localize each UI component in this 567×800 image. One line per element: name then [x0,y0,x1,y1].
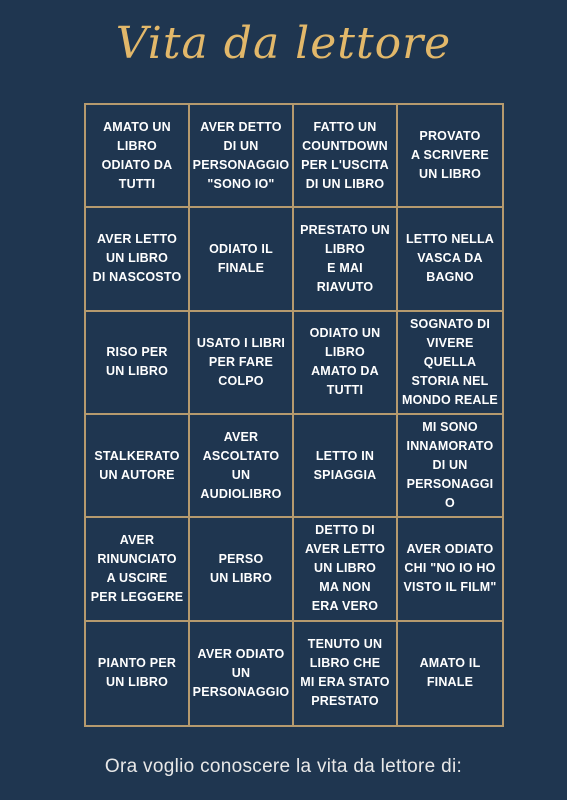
bingo-cell[interactable]: AMATO UN LIBRO ODIATO DA TUTTI [86,105,190,208]
bingo-cell[interactable]: ODIATO UN LIBRO AMATO DA TUTTI [294,312,398,415]
bingo-cell[interactable]: PROVATO A SCRIVERE UN LIBRO [398,105,502,208]
bingo-cell[interactable]: RISO PER UN LIBRO [86,312,190,415]
bingo-cell[interactable]: AVER ODIATO UN PERSONAGGIO [190,622,294,725]
page-title: Vita da lettore [115,18,452,69]
bingo-cell[interactable]: MI SONO INNAMORATO DI UN PERSONAGGI O [398,415,502,518]
bingo-cell[interactable]: AVER ODIATO CHI "NO IO HO VISTO IL FILM" [398,518,502,621]
bingo-cell[interactable]: FATTO UN COUNTDOWN PER L'USCITA DI UN LIBRO [294,105,398,208]
bingo-cell[interactable]: AVER LETTO UN LIBRO DI NASCOSTO [86,208,190,311]
bingo-cell[interactable]: AMATO IL FINALE [419,656,481,690]
bingo-cell[interactable]: STALKERATO UN AUTORE [86,415,190,518]
footer-text: Ora voglio conoscere la vita da lettore di: [104,756,463,777]
bingo-cell[interactable]: DETTO DI AVER LETTO UN LIBRO MA NON ERA VERO [294,518,398,621]
bingo-cell[interactable]: PERSO UN LIBRO [190,518,294,621]
bingo-grid [84,103,504,727]
bingo-cell[interactable]: PRESTATO UN LIBRO E MAI RIAVUTO [294,208,398,311]
bingo-cell[interactable]: ODIATO IL FINALE [190,208,294,311]
bingo-cell[interactable]: AVER ASCOLTATO UN AUDIOLIBRO [190,415,294,518]
bingo-cell[interactable]: USATO I LIBRI PER FARE COLPO [190,312,294,415]
bingo-cell[interactable]: PIANTO PER UN LIBRO [86,622,190,725]
bingo-cell[interactable]: SOGNATO DI VIVERE QUELLA STORIA NEL MONDO REALE [398,312,502,415]
bingo-cell[interactable]: AVER RINUNCIATO A USCIRE PER LEGGERE [86,518,190,621]
bingo-cell[interactable]: TENUTO UN LIBRO CHE MI ERA STATO PRESTATO [294,622,398,725]
bingo-cell[interactable]: AVER DETTO DI UN PERSONAGGIO "SONO IO" [190,105,294,208]
bingo-cell[interactable]: LETTO NELLA VASCA DA BAGNO [398,208,502,311]
bingo-cell[interactable]: LETTO IN SPIAGGIA [294,415,398,518]
